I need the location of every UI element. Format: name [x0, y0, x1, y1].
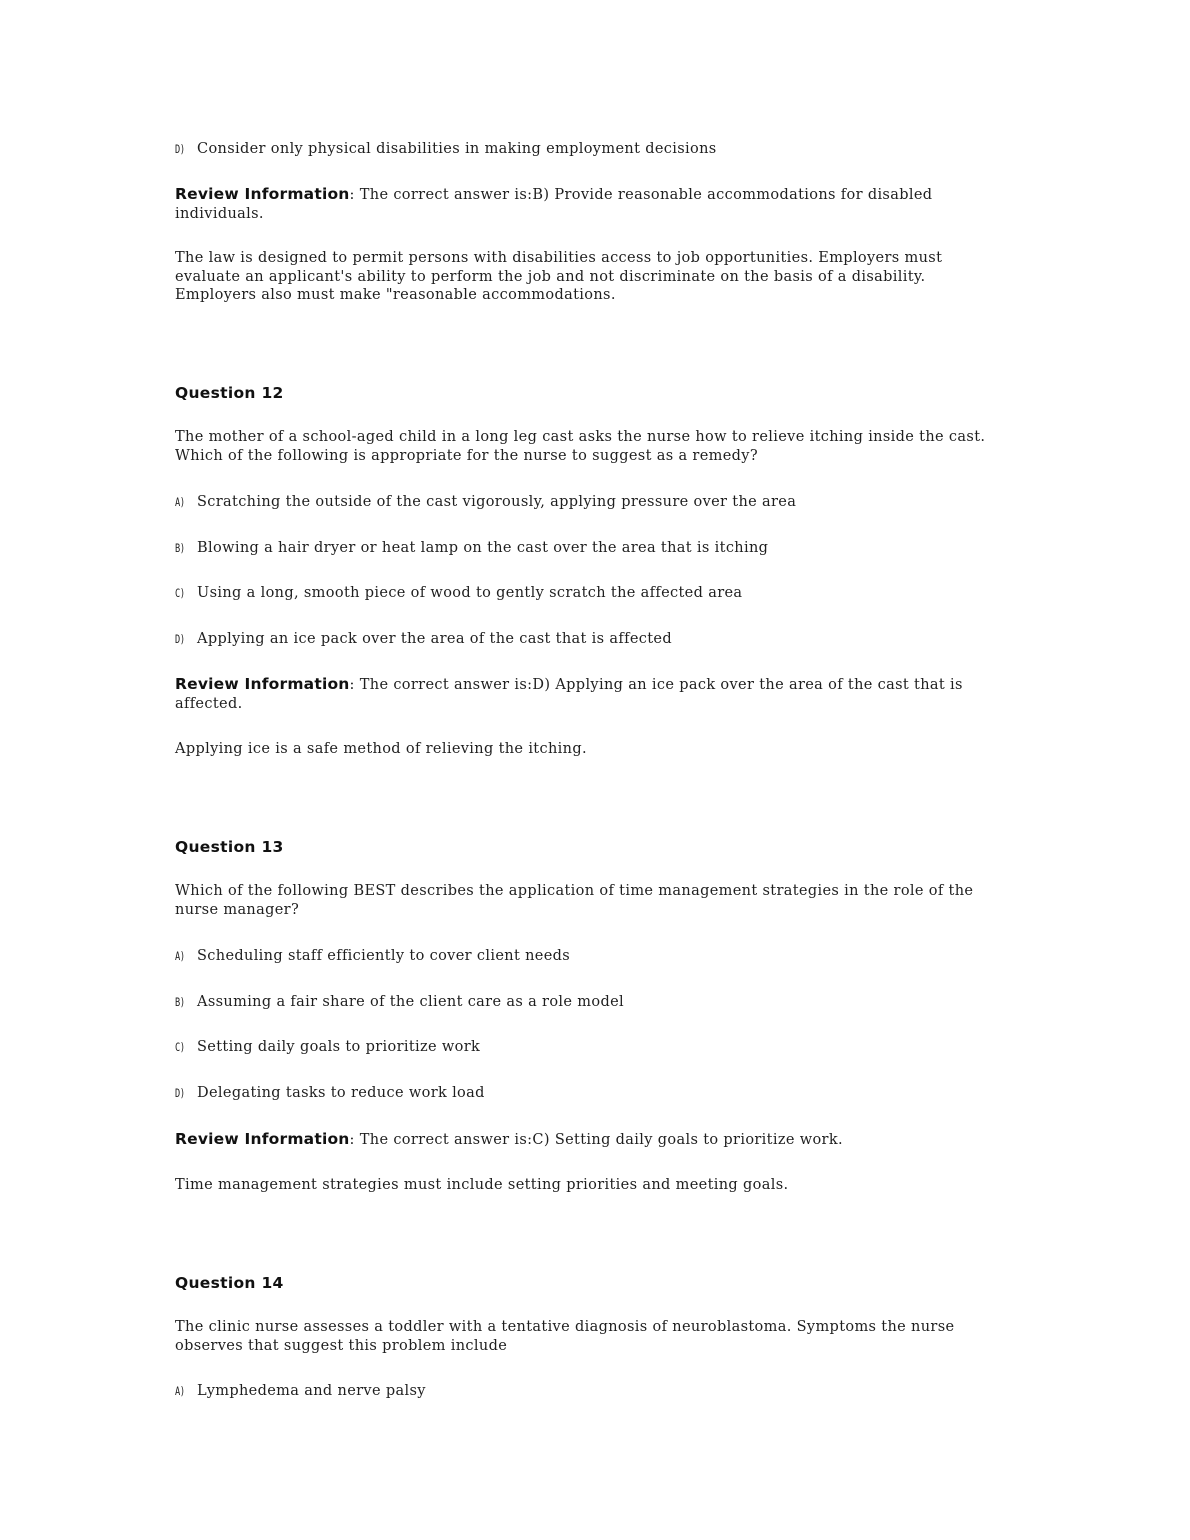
option-letter: A) [175, 1384, 185, 1398]
q11-option-d [175, 140, 990, 159]
q12-option-a [175, 493, 990, 512]
review-text: : The correct answer is:B) Provide reasonable accommodations for disabled individuals. [175, 187, 933, 222]
option-letter: C) [175, 1040, 185, 1054]
option-letter: C) [175, 586, 185, 600]
q13-option-b [175, 993, 990, 1012]
option-letter: A) [175, 495, 185, 509]
review-label: Review Information [175, 675, 350, 693]
question-14-heading: Question 14 [175, 1274, 284, 1292]
option-letter: D) [175, 632, 185, 646]
q12-stem: The mother of a school-aged child in a long leg cast asks the nurse how to relieve itching inside the cast. Which of the following is appropriate for the nurse to suggest as a remedy? [175, 429, 986, 464]
q11-explanation: The law is designed to permit persons with disabilities access to job opportunities. Employers must evaluate an applicant's ability to perform the job and not discriminate on the basis of a disability. Employers also must make "reasonable accommodations. [175, 250, 943, 303]
q13-stem: Which of the following BEST describes the application of time management strategies in the role of the nurse manager? [175, 883, 974, 918]
review-label: Review Information [175, 1130, 350, 1148]
q13-review [175, 1130, 990, 1150]
q13-option-c [175, 1038, 990, 1057]
option-text: Scratching the outside of the cast vigorously, applying pressure over the area [197, 494, 797, 510]
option-text: Setting daily goals to prioritize work [197, 1039, 481, 1055]
review-text: : The correct answer is:D) Applying an ice pack over the area of the cast that is affected. [175, 677, 963, 712]
option-text: Applying an ice pack over the area of the cast that is affected [197, 631, 672, 647]
option-text: Scheduling staff efficiently to cover client needs [197, 948, 571, 964]
q12-review [175, 675, 990, 713]
q12-option-b [175, 539, 990, 558]
option-letter: D) [175, 142, 185, 156]
option-letter: D) [175, 1086, 185, 1100]
option-letter: B) [175, 541, 185, 555]
question-12-heading: Question 12 [175, 384, 284, 402]
q14-option-a [175, 1382, 990, 1401]
q12-option-d [175, 630, 990, 649]
option-text: Lymphedema and nerve palsy [197, 1383, 426, 1399]
q13-option-d [175, 1084, 990, 1103]
option-text: Using a long, smooth piece of wood to gently scratch the affected area [197, 585, 743, 601]
q13-option-a [175, 947, 990, 966]
option-text: Blowing a hair dryer or heat lamp on the cast over the area that is itching [197, 540, 769, 556]
option-letter: A) [175, 949, 185, 963]
option-text: Consider only physical disabilities in making employment decisions [197, 141, 717, 157]
option-text: Assuming a fair share of the client care as a role model [197, 994, 625, 1010]
review-text: : The correct answer is:C) Setting daily goals to prioritize work. [349, 1132, 843, 1148]
q14-stem: The clinic nurse assesses a toddler with a tentative diagnosis of neuroblastoma. Symptoms the nurse observes that suggest this problem include [175, 1319, 955, 1354]
question-13-heading: Question 13 [175, 838, 284, 856]
q13-explanation: Time management strategies must include setting priorities and meeting goals. [175, 1177, 789, 1193]
review-label: Review Information [175, 185, 350, 203]
q12-option-c [175, 584, 990, 603]
q11-review [175, 185, 990, 223]
q12-explanation: Applying ice is a safe method of relieving the itching. [175, 741, 587, 757]
option-letter: B) [175, 995, 185, 1009]
option-text: Delegating tasks to reduce work load [197, 1085, 485, 1101]
